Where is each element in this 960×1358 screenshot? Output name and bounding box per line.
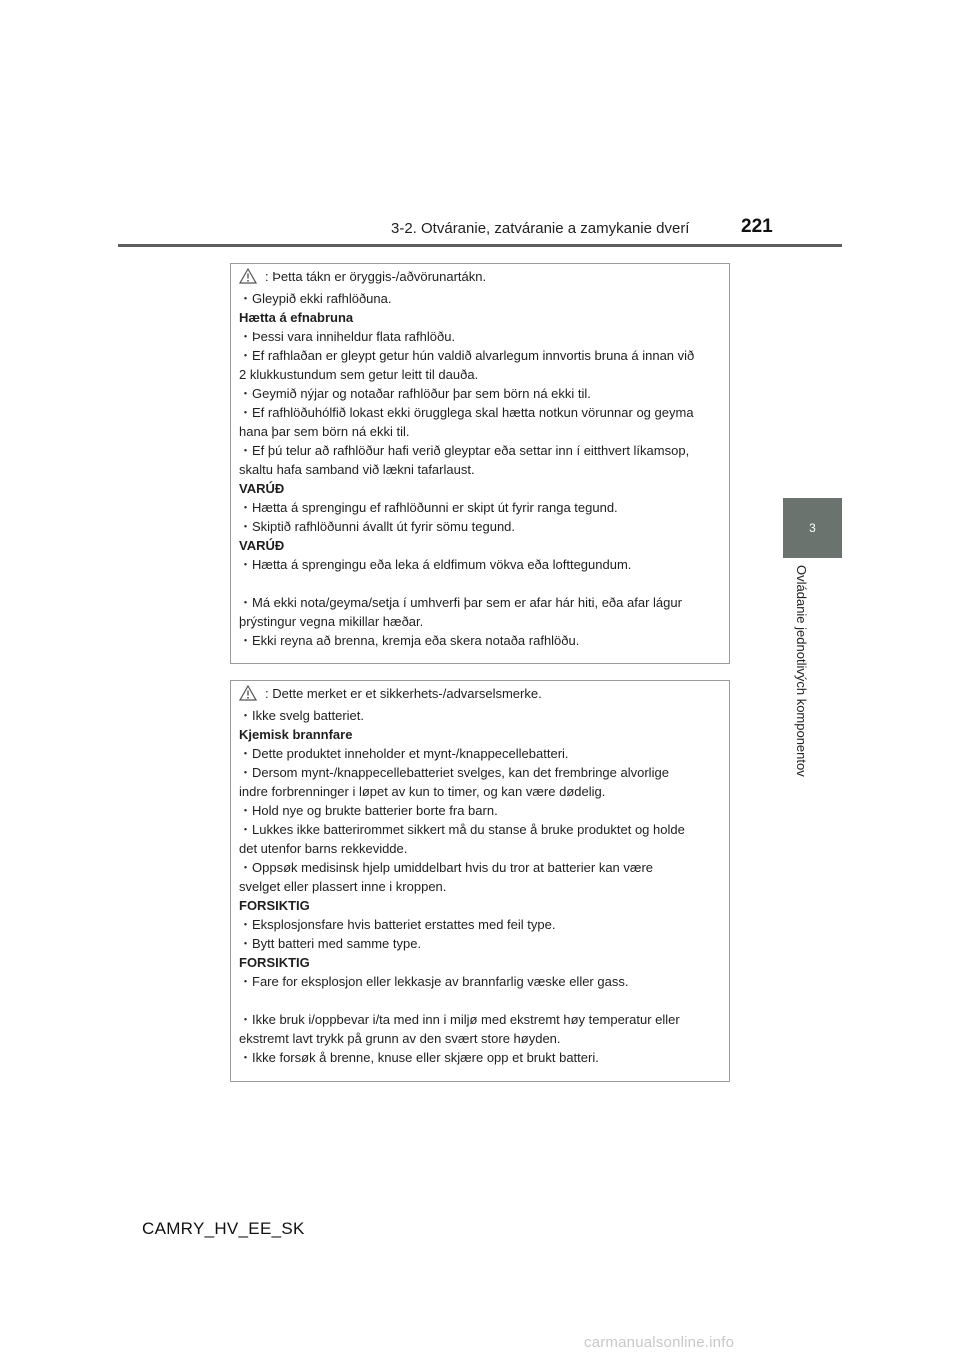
warning-line: ・Má ekki nota/geyma/setja í umhverfi þar sem er afar hár hiti, eða afar lágur	[239, 595, 682, 610]
document-code: CAMRY_HV_EE_SK	[142, 1219, 305, 1238]
warning-line: ・Oppsøk medisinsk hjelp umiddelbart hvis du tror at batterier kan være	[239, 860, 654, 875]
warning-line: indre forbrenninger i løpet av kun to timer, og kan være dødelig.	[239, 784, 606, 799]
warning-line: ・Ikke svelg batteriet.	[239, 708, 364, 723]
warning-heading: FORSIKTIG	[239, 898, 310, 913]
warning-heading: Hætta á efnabruna	[239, 310, 354, 325]
warning-line: ・Eksplosjonsfare hvis batteriet erstattes med feil type.	[239, 917, 556, 932]
warning-line: ・Ikke bruk i/oppbevar i/ta med inn i miljø med ekstremt høy temperatur eller	[239, 1012, 680, 1027]
warning-line: ekstremt lavt trykk på grunn av den svært store høyden.	[239, 1031, 561, 1046]
warning-line: ・Ef þú telur að rafhlöður hafi verið gleyptar eða settar inn í eitthvert líkamsop,	[239, 443, 690, 458]
warning-heading: Kjemisk brannfare	[239, 727, 353, 742]
warning-line: ・Dette produktet inneholder et mynt-/knappecellebatteri.	[239, 746, 569, 761]
warning-line: 2 klukkustundum sem getur leitt til dauða.	[239, 367, 479, 382]
warning-line: ・Ikke forsøk å brenne, knuse eller skjære opp et brukt batteri.	[239, 1050, 599, 1065]
chapter-number: 3	[809, 521, 816, 535]
warning-line: : Þetta tákn er öryggis-/aðvörunartákn.	[239, 267, 719, 289]
warning-heading: VARÚÐ	[239, 481, 285, 496]
warning-triangle-icon	[239, 268, 265, 289]
warning-line: ・Hold nye og brukte batterier borte fra barn.	[239, 803, 498, 818]
warning-heading: FORSIKTIG	[239, 955, 310, 970]
warning-line: ・Gleypið ekki rafhlöðuna.	[239, 291, 392, 306]
chapter-tab	[783, 498, 842, 558]
chapter-title: Ovládanie jednotlivých komponentov	[794, 565, 809, 777]
warning-box-norwegian	[230, 680, 730, 1082]
warning-line: skaltu hafa samband við lækni tafarlaust.	[239, 462, 475, 477]
page-number: 221	[741, 216, 773, 237]
warning-line: ・Lukkes ikke batterirommet sikkert må du stanse å bruke produktet og holde	[239, 822, 685, 837]
warning-line: ・Hætta á sprengingu eða leka á eldfimum vökva eða lofttegundum.	[239, 557, 632, 572]
warning-line: ・Dersom mynt-/knappecellebatteriet svelges, kan det frembringe alvorlige	[239, 765, 669, 780]
warning-line: det utenfor barns rekkevidde.	[239, 841, 408, 856]
warning-triangle-icon	[239, 685, 265, 706]
warning-box-icelandic	[230, 263, 730, 664]
warning-heading: VARÚÐ	[239, 538, 285, 553]
warning-line: hana þar sem börn ná ekki til.	[239, 424, 410, 439]
warning-line: : Dette merket er et sikkerhets-/advarselsmerke.	[239, 684, 719, 706]
warning-line: ・Geymið nýjar og notaðar rafhlöður þar sem börn ná ekki til.	[239, 386, 591, 401]
warning-line: ・Bytt batteri med samme type.	[239, 936, 422, 951]
warning-line: svelget eller plassert inne i kroppen.	[239, 879, 447, 894]
warning-line: ・Fare for eksplosjon eller lekkasje av brannfarlig væske eller gass.	[239, 974, 629, 989]
warning-line: ・Þessi vara inniheldur flata rafhlöðu.	[239, 329, 456, 344]
warning-line: ・Hætta á sprengingu ef rafhlöðunni er skipt út fyrir ranga tegund.	[239, 500, 618, 515]
warning-line: ・Skiptið rafhlöðunni ávallt út fyrir sömu tegund.	[239, 519, 516, 534]
section-title: 3-2. Otváranie, zatváranie a zamykanie dverí	[391, 220, 690, 237]
header-divider	[118, 244, 842, 247]
watermark: carmanualsonline.info	[584, 1334, 735, 1351]
warning-line: ・Ekki reyna að brenna, kremja eða skera notaða rafhlöðu.	[239, 633, 580, 648]
warning-line: ・Ef rafhlaðan er gleypt getur hún valdið alvarlegum innvortis bruna á innan við	[239, 348, 695, 363]
warning-line: ・Ef rafhlöðuhólfið lokast ekki örugglega skal hætta notkun vörunnar og geyma	[239, 405, 694, 420]
warning-line: þrýstingur vegna mikillar hæðar.	[239, 614, 424, 629]
